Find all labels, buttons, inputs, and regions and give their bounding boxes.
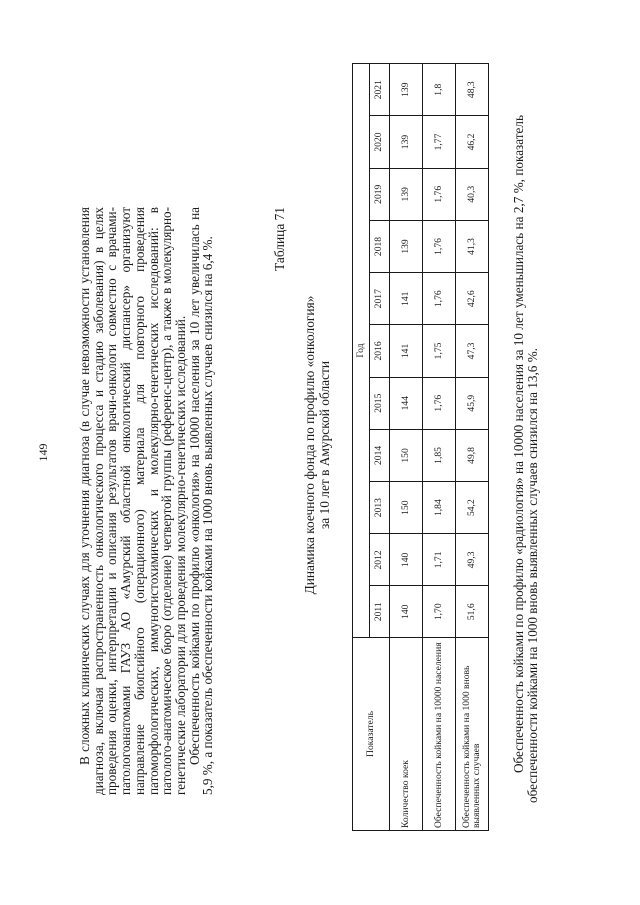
year-header-cell: 2019: [370, 168, 390, 220]
table-cell: 1,71: [423, 534, 456, 586]
table-number: Таблица 71: [272, 207, 287, 271]
table-cell: 1,76: [423, 273, 456, 325]
table-cell: 1,76: [423, 377, 456, 429]
footer-text: [512, 115, 539, 803]
table-cell: 48,3: [456, 64, 489, 116]
table-cell: 47,3: [456, 325, 489, 377]
page-number: 149: [36, 443, 50, 462]
table-row-per-1000-cases: [456, 64, 489, 831]
paragraph-diagnosis: В сложных клинических случаях для уточнения диагноза (в случае невозможности установления диагноза, включая распространенность онкологического процесса и стадию заболевания) в целях проведения оценки, интерпретации и описания результатов врачи-онкологи совместно с врачами-патологоанатомами ГАУЗ АО «Амурский областной онкологический диспансер» организуют направление биопсийного (операционного) материала для повторного проведения патоморфологических, иммуногистохимических и молекулярно-генетических исследований: в патолого-анатомическое бюро (отделение) четвертой группы (референс-центр), а также в молекулярно-генетические лаборатории для проведения молекулярно-генетических исследований.: [77, 207, 188, 795]
year-header-cell: 2011: [370, 586, 390, 638]
table-cell: 150: [390, 482, 423, 534]
table-cell: 140: [390, 534, 423, 586]
paragraph-oncology-beds: Обеспеченность койками по профилю «онкология» на 10000 населения за 10 лет увеличилась на 5,9 %, а показатель обеспеченности койками на 1000 вновь выявленных случаев снизился на 6,4 %.: [186, 207, 216, 795]
table-cell: 141: [390, 325, 423, 377]
table-cell: 42,6: [456, 273, 489, 325]
table-cell: 141: [390, 273, 423, 325]
table-cell: 49,8: [456, 429, 489, 481]
table-cell: 1,77: [423, 116, 456, 168]
table-cell: 1,84: [423, 482, 456, 534]
table-cell: 139: [390, 168, 423, 220]
row-label: Обеспеченность койками на 10000 населения: [423, 638, 456, 831]
year-header-cell: 2018: [370, 220, 390, 272]
body-text: [78, 207, 215, 795]
table-title-line-2: за 10 лет в Амурской области: [317, 360, 332, 530]
year-header-cell: 2020: [370, 116, 390, 168]
table-cell: 1,75: [423, 325, 456, 377]
table-cell: 45,9: [456, 377, 489, 429]
year-group-header: Год: [353, 64, 370, 638]
year-header-cell: 2015: [370, 377, 390, 429]
table-cell: 139: [390, 116, 423, 168]
table-cell: 49,3: [456, 534, 489, 586]
table-cell: 150: [390, 429, 423, 481]
table-cell: 144: [390, 377, 423, 429]
table-row-bed-count: [390, 64, 423, 831]
table-cell: 139: [390, 64, 423, 116]
bed-fund-table: [352, 63, 489, 831]
table-cell: 1,8: [423, 64, 456, 116]
year-header-cell: 2013: [370, 482, 390, 534]
table-cell: 54,2: [456, 482, 489, 534]
table-cell: 1,76: [423, 220, 456, 272]
table-cell: 139: [390, 220, 423, 272]
indicator-header: Показатель: [353, 638, 390, 831]
year-header-cell: 2016: [370, 325, 390, 377]
year-header-cell: 2012: [370, 534, 390, 586]
paragraph-radiology-beds: Обеспеченность койками по профилю «радиология» на 10000 населения за 10 лет уменьшилась на 2,7 %, показатель обеспеченности койками на 1000 вновь выявленных случаев снизился на 13,6 %.: [511, 115, 540, 803]
table-header-row: [353, 64, 370, 831]
table-cell: 1,85: [423, 429, 456, 481]
year-header-cell: 2021: [370, 64, 390, 116]
table-cell: 1,70: [423, 586, 456, 638]
table-title-line-1: Динамика коечного фонда по профилю «онкология»: [302, 295, 317, 595]
table-title: [302, 85, 332, 805]
year-header-cell: 2017: [370, 273, 390, 325]
table-row-per-10000: [423, 64, 456, 831]
table-cell: 140: [390, 586, 423, 638]
table-cell: 41,3: [456, 220, 489, 272]
table-cell: 1,76: [423, 168, 456, 220]
year-header-cell: 2014: [370, 429, 390, 481]
table-cell: 46,2: [456, 116, 489, 168]
row-label: Обеспеченность койками на 1000 вновь выявленных случаев: [456, 638, 489, 831]
table-cell: 40,3: [456, 168, 489, 220]
row-label: Количество коек: [390, 638, 423, 831]
table-cell: 51,6: [456, 586, 489, 638]
